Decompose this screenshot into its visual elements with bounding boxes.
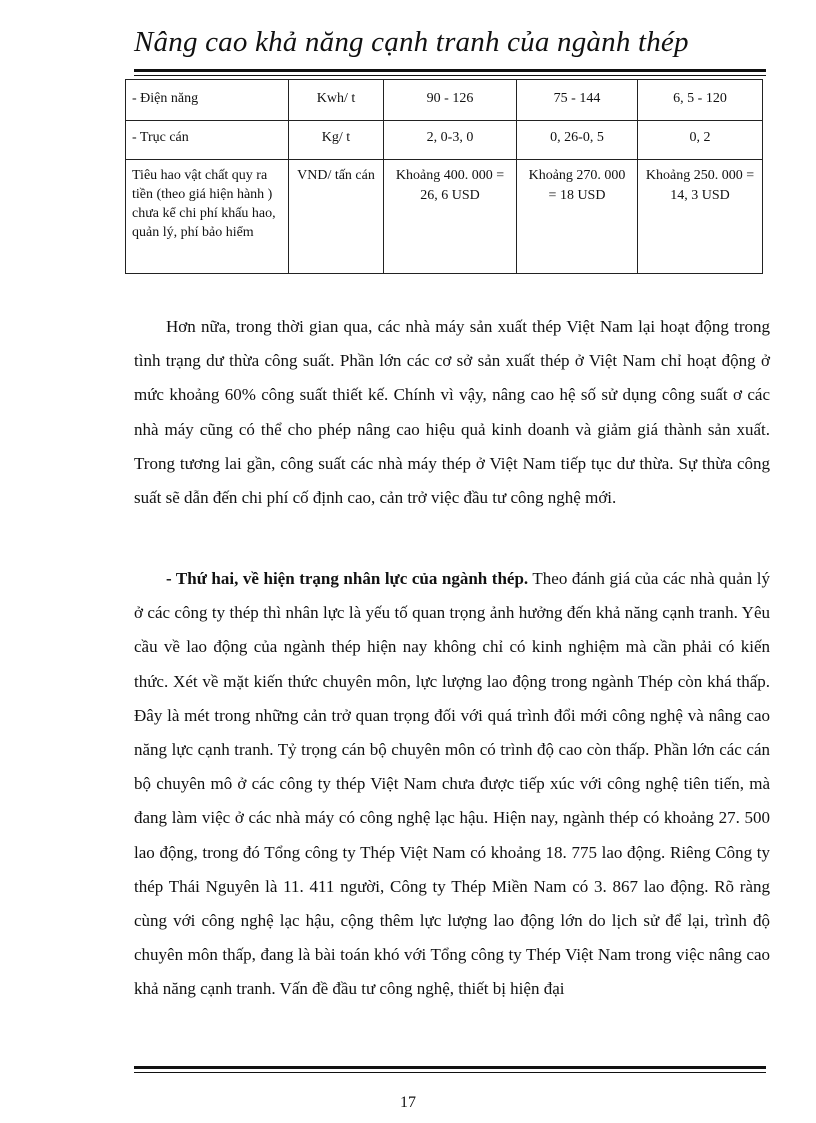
table-cell: Khoảng 400. 000 = 26, 6 USD	[384, 160, 517, 274]
table-cell: VND/ tấn cán	[289, 160, 384, 274]
paragraph-text: Hơn nữa, trong thời gian qua, các nhà máy sản xuất thép Việt Nam lại hoạt động trong tình trạng dư thừa công suất. Phần lớn các cơ sở sản xuất thép ở Việt Nam chỉ hoạt động ở mức khoảng 60% công suất thiết kế. Chính vì vậy, nâng cao hệ số sử dụng công suất ơ các nhà máy cũng có thể cho phép nâng cao hiệu quả kinh doanh và giảm giá thành sản xuất. Trong tương lai gần, công suất các nhà máy thép ở Việt Nam tiếp tục dư thừa. Sự thừa công suất sẽ dẫn đến chi phí cố định cao, cản trở việc đầu tư công nghệ mới.	[134, 317, 770, 508]
table-cell: 90 - 126	[384, 80, 517, 121]
table-row	[126, 160, 763, 274]
footer-rule-thick	[134, 1066, 766, 1069]
table-cell: 6, 5 - 120	[638, 80, 763, 121]
table-cell: 75 - 144	[517, 80, 638, 121]
header-title: Nâng cao khả năng cạnh tranh của ngành thép	[134, 26, 689, 58]
table-cell: Kwh/ t	[289, 80, 384, 121]
cost-comparison-table	[125, 79, 763, 274]
table-cell: - Điện năng	[126, 80, 289, 121]
section-heading: - Thứ hai, về hiện trạng nhân lực của ngành thép.	[166, 569, 529, 588]
header-rule-thick	[134, 69, 766, 72]
table-cell: 0, 2	[638, 121, 763, 160]
table-cell: 0, 26-0, 5	[517, 121, 638, 160]
header-rule-thin	[134, 75, 766, 76]
page-number: 17	[400, 1094, 416, 1111]
body-paragraph-2	[134, 562, 770, 1007]
table-cell: Tiêu hao vật chất quy ra tiền (theo giá hiện hành ) chưa kể chi phí khấu hao, quản lý, phí bảo hiểm	[126, 160, 289, 274]
table-cell: Khoảng 250. 000 = 14, 3 USD	[638, 160, 763, 274]
table-cell: - Trục cán	[126, 121, 289, 160]
table-cell: 2, 0-3, 0	[384, 121, 517, 160]
body-paragraph-1	[134, 310, 770, 515]
table-row	[126, 80, 763, 121]
table-row	[126, 121, 763, 160]
table-cell: Kg/ t	[289, 121, 384, 160]
footer-rule-thin	[134, 1072, 766, 1073]
table-cell: Khoảng 270. 000 = 18 USD	[517, 160, 638, 274]
paragraph-text: Theo đánh giá của các nhà quản lý ở các công ty thép thì nhân lực là yếu tố quan trọng ảnh hưởng đến khả năng cạnh tranh. Yêu cầu về lao động của ngành thép hiện nay không chỉ có kinh nghiệm mà cần phải có kiến thức. Xét về mặt kiến thức chuyên môn, lực lượng lao động trong ngành Thép còn khá thấp. Đây là mét trong những cản trở quan trọng đối với quá trình đổi mới công nghệ và nâng cao năng lực cạnh tranh. Tỷ trọng cán bộ chuyên môn có trình độ cao còn thấp. Phần lớn các cán bộ chuyên mô ở các công ty thép Việt Nam chưa được tiếp xúc với công nghệ tiên tiến, mà đang làm việc ở các nhà máy có công nghệ lạc hậu. Hiện nay, ngành thép có khoảng 27. 500 lao động, trong đó Tổng công ty Thép Việt Nam có khoảng 18. 775 lao động. Riêng Công ty thép Thái Nguyên là 11. 411 người, Công ty Thép Miền Nam có 3. 867 lao động. Rõ ràng cùng với công nghệ lạc hậu, cộng thêm lực lượng lao động lớn do lịch sử để lại, trình độ chuyên môn thấp, đang là bài toán khó với Tổng công ty Thép Việt Nam trong việc nâng cao khả năng cạnh tranh. Vấn đề đầu tư công nghệ, thiết bị hiện đại	[134, 569, 770, 999]
